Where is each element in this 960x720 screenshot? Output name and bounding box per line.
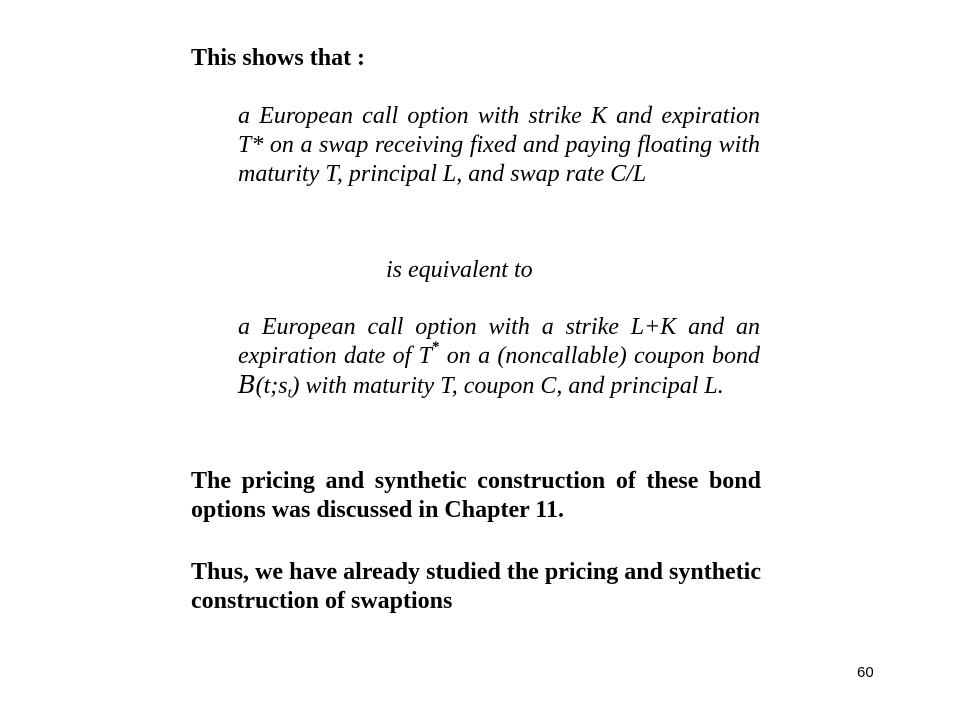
expiration-star-superscript: * xyxy=(431,339,440,355)
bond-symbol: B xyxy=(238,371,256,399)
bond-subscript: t xyxy=(287,386,292,401)
bond-args: (t;s xyxy=(255,373,288,399)
call-option-on-swap-paragraph: a European call option with strike K and expiration T* on a swap receiving fixed and paying floating with maturity T, principal L, and swap rate C/L xyxy=(238,103,760,187)
page-number: 60 xyxy=(857,664,874,681)
equivalence-statement: is equivalent to xyxy=(386,257,533,283)
bond-close: ) xyxy=(291,373,300,399)
bond-option-text-part1: a European call option with a strike L+K and an expiration date of T xyxy=(238,314,760,369)
bond-option-paragraph xyxy=(238,313,760,401)
bond-option-text-part2: on a (noncallable) coupon bond xyxy=(439,343,760,369)
bond-option-text-part3: with maturity T, coupon C, and principal L. xyxy=(299,373,724,399)
intro-heading: This shows that : xyxy=(191,45,366,71)
conclusion-paragraph: Thus, we have already studied the pricing and synthetic construction of swaptions xyxy=(191,559,761,614)
pricing-paragraph: The pricing and synthetic construction of these bond options was discussed in Chapter 11. xyxy=(191,468,761,523)
